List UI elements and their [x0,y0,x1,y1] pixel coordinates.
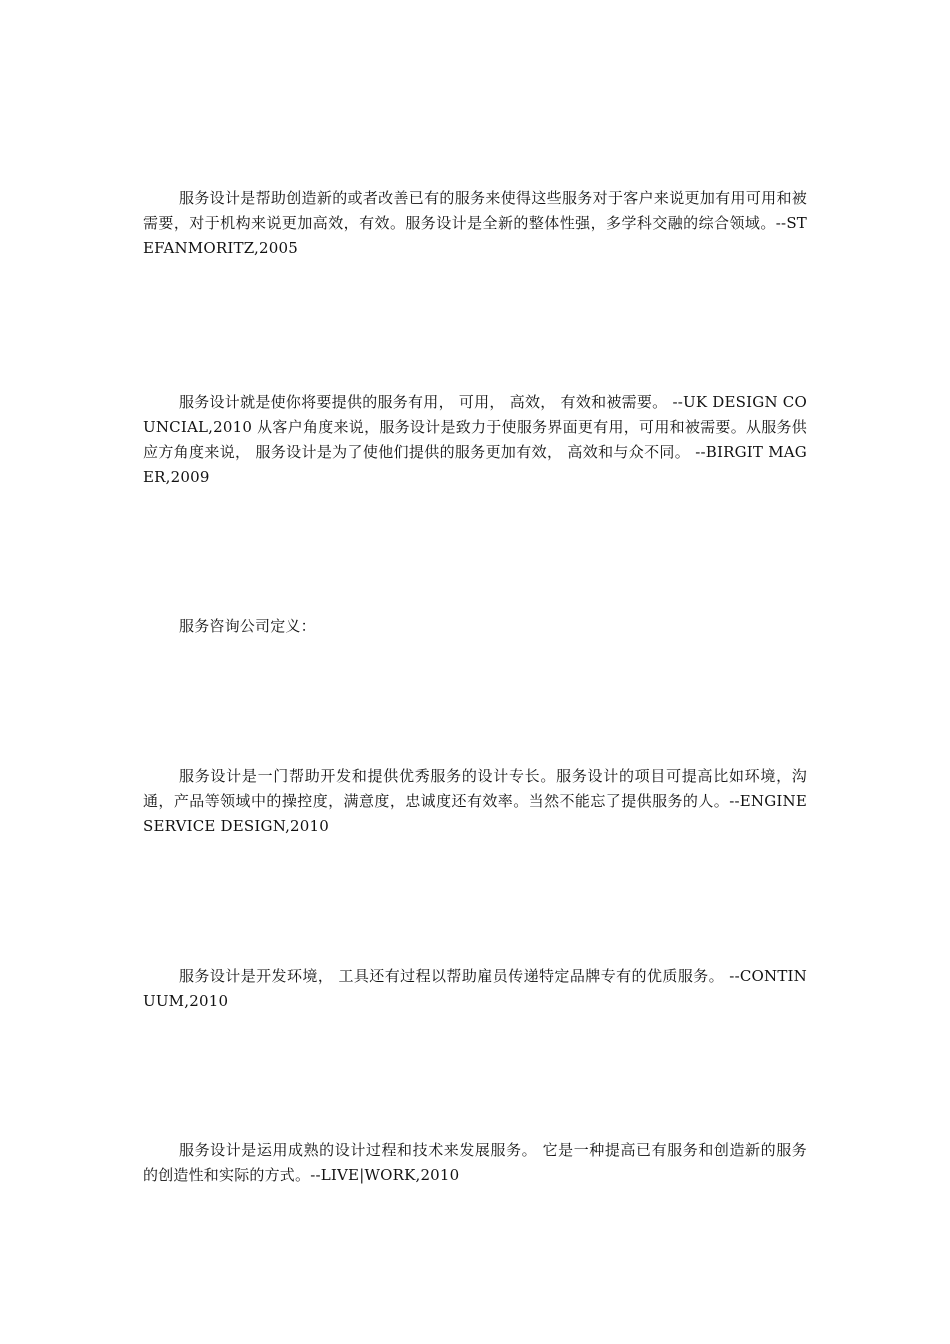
paragraph-uk-design-council-definition: 服务设计就是使你将要提供的服务有用， 可用， 高效， 有效和被需要。 --UK DESIGN COUNCIAL,2010 从客户角度来说，服务设计是致力于使服务界面更有用，可用和被需要。从服务供应方角度来说， 服务设计是为了使他们提供的服务更加有效， 高效和与众不同。 --BIRGIT MAGER,2009 [143,393,807,486]
paragraph-continuum-definition: 服务设计是开发环境， 工具还有过程以帮助雇员传递特定品牌专有的优质服务。 --CONTINUUM,2010 [143,967,807,1010]
paragraph-consultancy-heading: 服务咨询公司定义： [179,617,316,635]
paragraph-livework-definition: 服务设计是运用成熟的设计过程和技术来发展服务。 它是一种提高已有服务和创造新的服务的创造性和实际的方式。--LIVE|WORK,2010 [143,1141,807,1184]
paragraph-engine-definition: 服务设计是一门帮助开发和提供优秀服务的设计专长。服务设计的项目可提高比如环境，沟通，产品等领域中的操控度，满意度，忠诚度还有效率。当然不能忘了提供服务的人。--ENGINE SERVICE DESIGN,2010 [143,767,807,835]
paragraph-stefan-moritz-definition: 服务设计是帮助创造新的或者改善已有的服务来使得这些服务对于客户来说更加有用可用和被需要，对于机构来说更加高效，有效。服务设计是全新的整体性强，多学科交融的综合领域。--STEFANMORITZ,2005 [143,189,807,257]
